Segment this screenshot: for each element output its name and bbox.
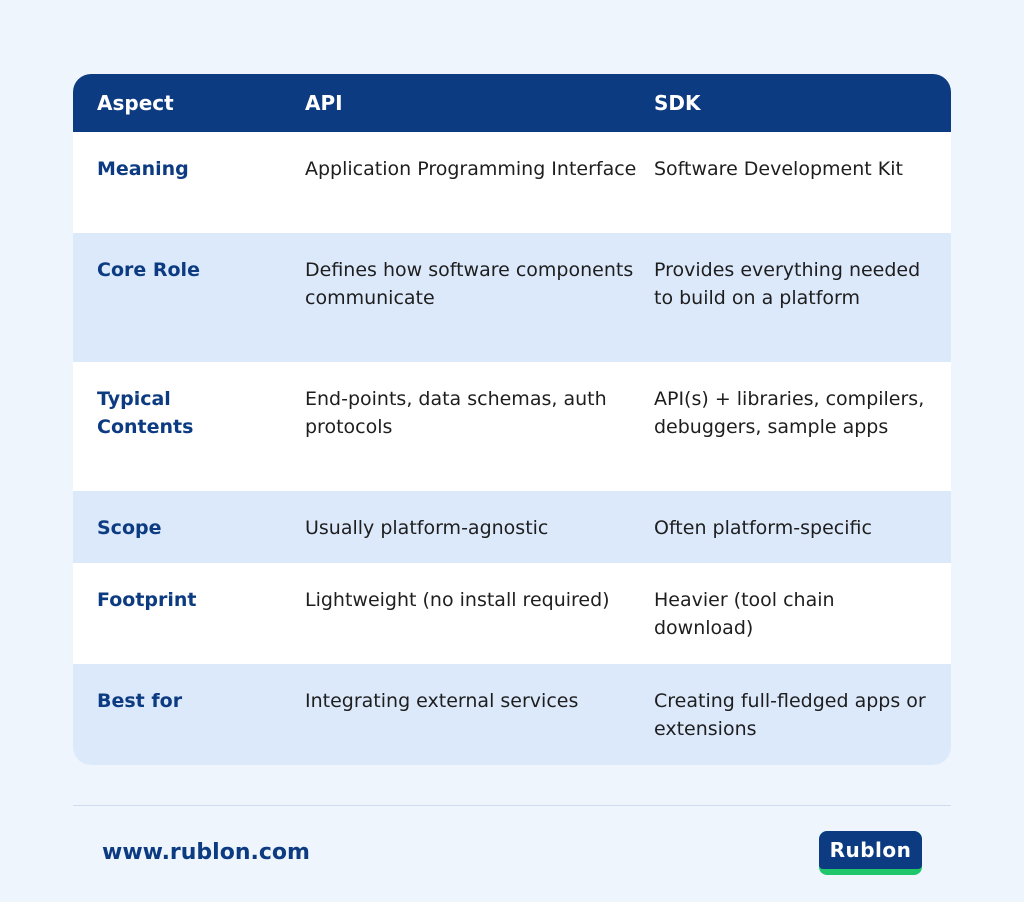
row-aspect-label: Meaning bbox=[97, 158, 189, 180]
row-api-value: Usually platform-agnostic bbox=[305, 517, 549, 539]
header-aspect: Aspect bbox=[97, 91, 174, 115]
table-row-typical-contents bbox=[73, 362, 951, 491]
row-aspect-label: Best for bbox=[97, 690, 183, 712]
website-link[interactable]: www.rublon.com bbox=[102, 840, 310, 865]
footer-divider bbox=[73, 805, 951, 806]
row-sdk-value: Creating full-fledged apps or extensions bbox=[654, 690, 926, 740]
row-sdk-value: Provides everything needed to build on a platform bbox=[654, 259, 921, 309]
comparison-table bbox=[73, 74, 951, 765]
rublon-logo bbox=[819, 831, 922, 875]
row-aspect-label: Scope bbox=[97, 517, 162, 539]
header-sdk: SDK bbox=[654, 91, 701, 115]
row-sdk-value: Often platform-specific bbox=[654, 517, 872, 539]
header-api: API bbox=[305, 91, 343, 115]
row-aspect-label: Typical Contents bbox=[97, 388, 194, 438]
table-row-footprint bbox=[73, 563, 951, 664]
row-aspect-label: Core Role bbox=[97, 259, 200, 281]
table-row-best-for bbox=[73, 664, 951, 765]
table-header-row bbox=[73, 74, 951, 132]
row-aspect-label: Footprint bbox=[97, 589, 197, 611]
row-api-value: Defines how software components communicate bbox=[305, 259, 634, 309]
table-row-scope bbox=[73, 491, 951, 563]
row-sdk-value: API(s) + libraries, compilers, debuggers, sample apps bbox=[654, 388, 925, 438]
row-api-value: Integrating external services bbox=[305, 690, 579, 712]
row-sdk-value: Software Development Kit bbox=[654, 158, 903, 180]
rublon-logo-text: Rublon bbox=[819, 831, 922, 869]
row-api-value: Lightweight (no install required) bbox=[305, 589, 610, 611]
row-api-value: Application Programming Interface bbox=[305, 158, 637, 180]
row-sdk-value: Heavier (tool chain download) bbox=[654, 589, 835, 639]
table-row-meaning bbox=[73, 132, 951, 233]
table-row-core-role bbox=[73, 233, 951, 362]
row-api-value: End-points, data schemas, auth protocols bbox=[305, 388, 607, 438]
